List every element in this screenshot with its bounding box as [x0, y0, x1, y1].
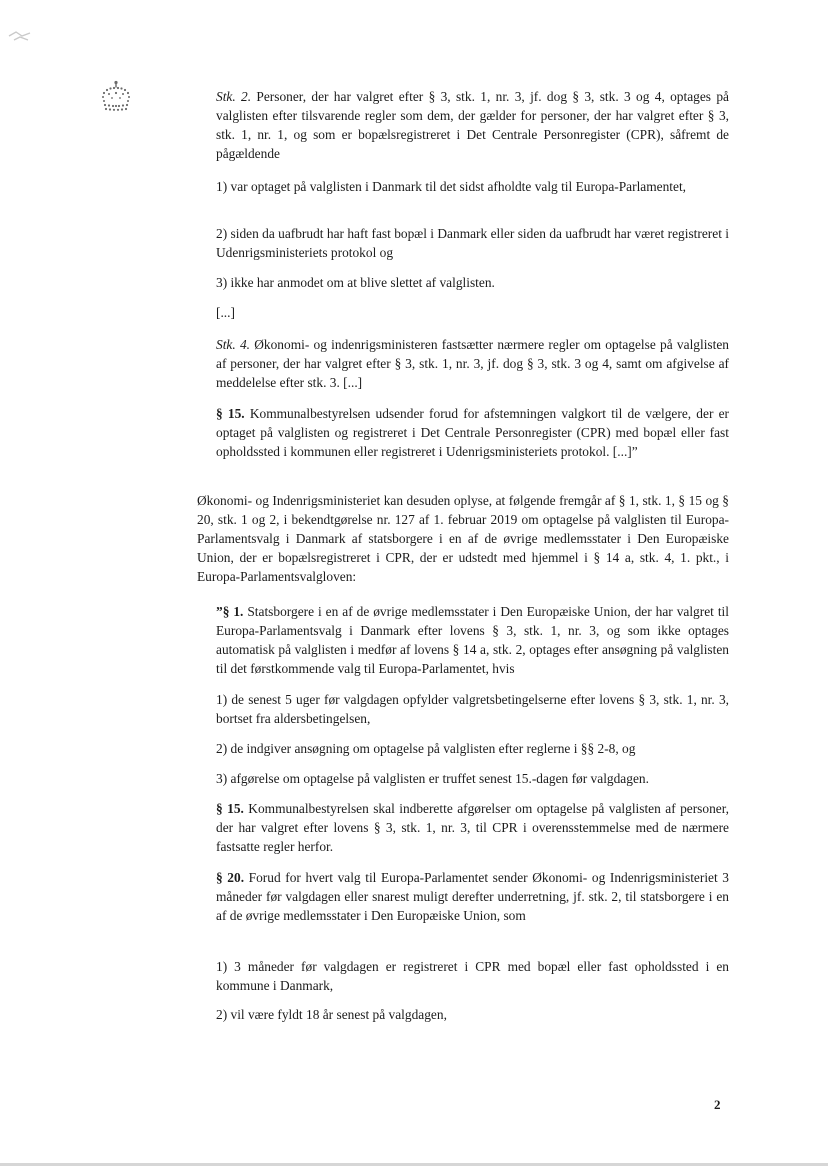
list-item: 1) var optaget på valglisten i Danmark til det sidst afholdte valg til Europa-Parlamentet, — [216, 179, 687, 194]
list-item: 2) vil være fyldt 18 år senest på valgdagen, — [216, 1007, 447, 1022]
list-item: 2) de indgiver ansøgning om optagelse på valglisten efter reglerne i §§ 2-8, og — [216, 741, 636, 756]
royal-crown-icon — [100, 80, 132, 116]
paragraph-lead: § 15. — [216, 406, 245, 421]
stk2-paragraph — [216, 87, 729, 163]
list-item: 3) ikke har anmodet om at blive slettet af valglisten. — [216, 275, 495, 290]
section-20-paragraph — [216, 868, 729, 925]
paragraph-text: Personer, der har valgret efter § 3, stk. 1, nr. 3, jf. dog § 3, stk. 3 og 4, optages på valglisten efter tilsvarende regler som dem, der gælder for personer, der har valgret efter § 3, stk. 1, nr. 1, og som er bopælsregistreret i Det Centrale Personregister (CPR), såfremt de pågældende — [216, 89, 729, 161]
list-item: 1) 3 måneder før valgdagen er registreret i CPR med bopæl eller fast opholdssted i en kommune i Danmark, — [216, 959, 729, 993]
paragraph-text: Kommunalbestyrelsen udsender forud for afstemningen valgkort til de vælgere, der er optaget på valglisten og registreret i Det Centrale Personregister (CPR) med bopæl eller fast opholdssted i kommunen eller registreret i Udenrigsministeriets protokol. [...]” — [216, 406, 730, 459]
paragraph-text: Kommunalbestyrelsen skal indberette afgørelser om optagelse på valglisten af personer, der har valgret efter lovens § 3, stk. 1, nr. 3, til CPR i overensstemmelse med de nærmere fastsatte regler herfor. — [216, 801, 730, 854]
paragraph-lead: Stk. 4. — [216, 337, 250, 352]
section-1-paragraph — [216, 602, 729, 678]
section-15-paragraph — [216, 799, 729, 856]
paragraph-text: Økonomi- og indenrigsministeren fastsætter nærmere regler om optagelse på valglisten af personer, der har valgret efter § 3, stk. 1, nr. 3, jf. dog § 3, stk. 3 og 4, samt om afgivelse af meddelelse efter stk. 3. [...] — [216, 337, 729, 390]
paragraph-lead: § 20. — [216, 870, 245, 885]
paragraph-text: Statsborgere i en af de øvrige medlemsstater i Den Europæiske Union, der har valgret til Europa-Parlamentsvalg i Danmark efter lovens § 3, stk. 1, nr. 3, og som ikke optages automatisk på valglisten i medfør af lovens § 14 a, stk. 2, optages efter ansøgning på valglisten til det førstkommende valg til Europa-Parlamentet, hvis — [216, 604, 729, 676]
list-item: 3) afgørelse om optagelse på valglisten er truffet senest 15.-dagen før valgdagen. — [216, 771, 649, 786]
ministry-statement-paragraph: Økonomi- og Indenrigsministeriet kan desuden oplyse, at følgende fremgår af § 1, stk. 1, § 15 og § 20, stk. 1 og 2, i bekendtgørelse nr. 127 af 1. februar 2019 om optagelse på valglisten til Europa-Parlamentsvalg i Danmark af statsborgere i en af de øvrige medlemsstater i Den Europæiske Union, der er bopælsregistreret i CPR, der er udstedt med hjemmel i § 14 a, stk. 4, 1. pkt., i Europa-Parlamentsvalgloven: — [197, 493, 729, 584]
scan-mark-icon — [6, 24, 36, 46]
paragraph-lead: ”§ 1. — [216, 604, 244, 619]
paragraph-text: Forud for hvert valg til Europa-Parlamentet sender Økonomi- og Indenrigsministeriet 3 måneder før valgdagen eller snarest muligt derefter underretning, jf. stk. 2, til statsborgere i en af de øvrige medlemsstater i Den Europæiske Union, som — [216, 870, 730, 923]
list-item: 2) siden da uafbrudt har haft fast bopæl i Danmark eller siden da uafbrudt har været registreret i Udenrigsministeriets protokol og — [216, 226, 729, 260]
paragraph-lead: Stk. 2. — [216, 89, 252, 104]
omission-marker: [...] — [216, 305, 235, 320]
paragraph-lead: § 15. — [216, 801, 244, 816]
stk4-paragraph — [216, 335, 729, 392]
page-number: 2 — [714, 1097, 721, 1112]
page-edge-divider — [0, 1163, 828, 1166]
section-15-paragraph — [216, 404, 729, 461]
list-item: 1) de senest 5 uger før valgdagen opfylder valgretsbetingelserne efter lovens § 3, stk. 1, nr. 3, bortset fra aldersbetingelsen, — [216, 692, 729, 726]
